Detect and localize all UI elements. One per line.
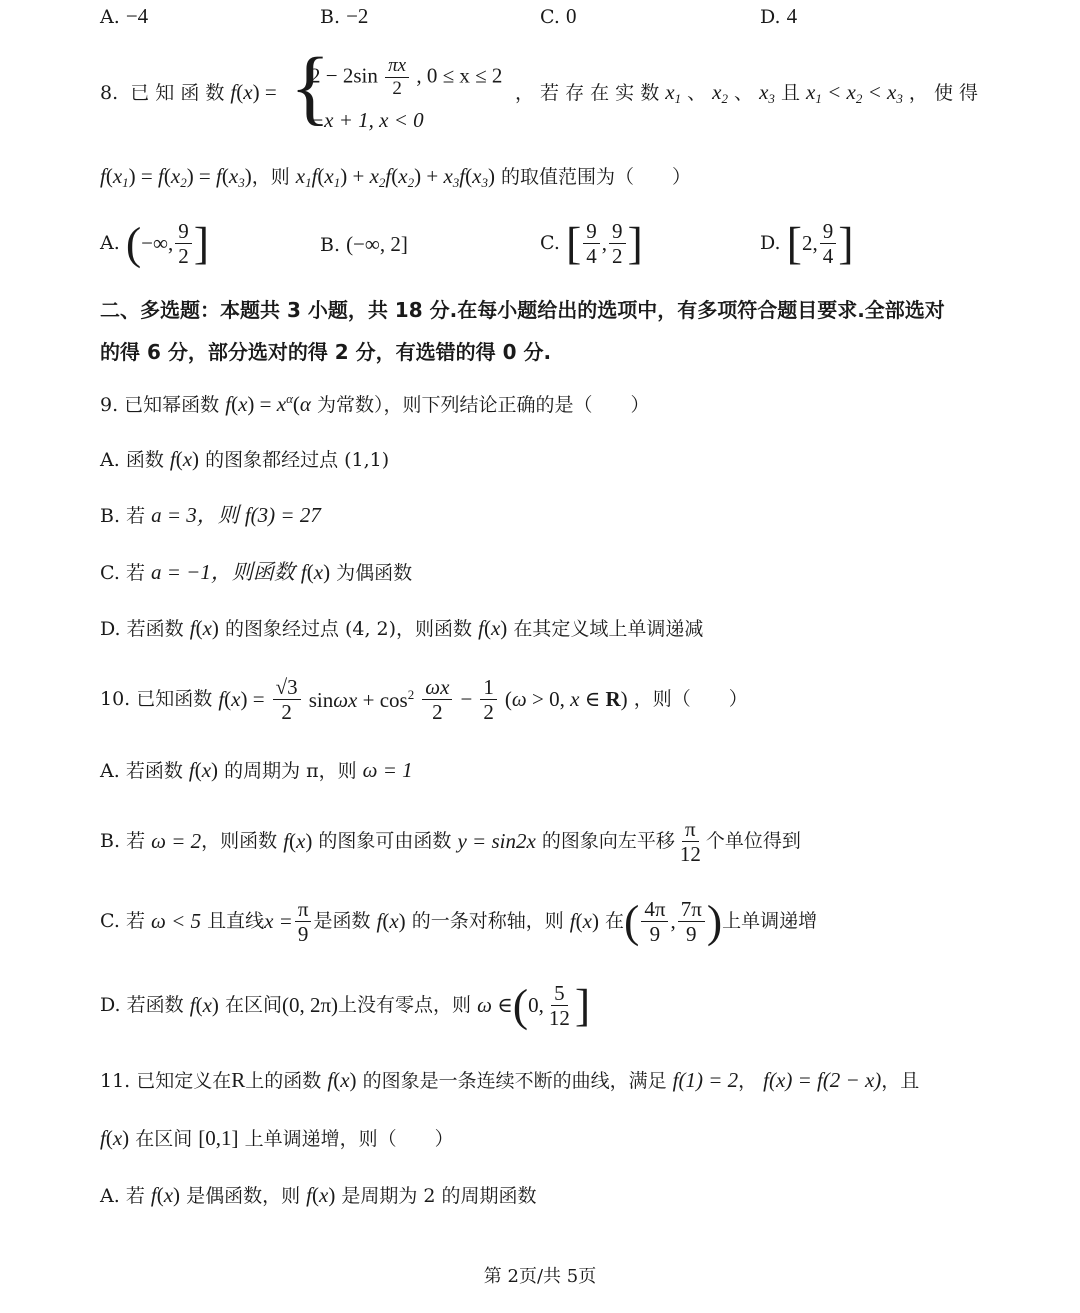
q8-option-d: D. [2, $\frac{9}{4}$ ] — [760, 217, 854, 269]
q10-option-d: D. 若函数 f(x) 在区间(0, 2π)上没有零点，则 ω ∈(0, $\frac{5}{12}$ ] — [100, 979, 591, 1031]
q10-option-c: C. 若 ω < 5 且直线x = $\frac{\pi}{9}$ 是函数 f(x) 的一条对称轴，则 f(x) 在( $\frac{4\pi}{9}$ , $\frac{7\pi}{9}$ )上单调递增 — [100, 895, 818, 947]
q8-option-c: C. [ $\frac{9}{4}$ , $\frac{9}{2}$ ] — [540, 217, 643, 269]
q7-option-d: D. 4 — [760, 4, 798, 28]
q8-stem-tail: ， 若 存 在 实 数 $x_1$ 、 $x_2$ 、 $x_3$ 且 $x_1 < x_2 < x_3$ ， 使 得 — [515, 80, 978, 106]
q10-option-a: A. 若函数 f(x) 的周期为 π，则 ω = 1 — [100, 758, 413, 782]
section-2-heading-line-1: 二、多选题：本题共 3 小题，共 18 分.在每小题给出的选项中，有多项符合题目要求.全部选对 — [100, 298, 945, 322]
q10-stem: 10. 已知函数 f(x) = $\frac{√3}{2}$ $\sin\omega x + \cos^2$ $\frac{\omega x}{2}$ − $\frac{1}{2}$ (ω > 0, x ∈ R) ，则（ ） — [100, 675, 748, 725]
q10-option-b: B. 若 ω = 2，则函数 f(x) 的图象可由函数 y = sin2x 的图象向左平移 $\frac{\pi}{12}$ 个单位得到 — [100, 817, 801, 867]
section-2-heading-line-2: 的得 6 分，部分选对的得 2 分，有选错的得 0 分. — [100, 340, 552, 364]
q9-option-c: C. 若 a = −1，则函数 f(x) 为偶函数 — [100, 560, 413, 584]
q9-stem: 9. 已知幂函数 $f(x) = x^\alpha(\alpha$ 为常数），则下列结论正确的是（ ） — [100, 391, 650, 416]
q9-option-b: B. 若 a = 3，则 f(3) = 27 — [100, 503, 321, 527]
q8-piecewise-brace: { — [290, 41, 331, 134]
q8-option-b: B. (−∞, 2] — [320, 232, 408, 256]
q7-option-b: B. −2 — [320, 4, 369, 28]
q8-line-2: $f(x_1) = f(x_2) = f(x_3)$，则 $x_1f(x_1) + x_2f(x_2) + x_3f(x_3)$ 的取值范围为（ ） — [100, 164, 691, 190]
q11-stem-line-1: 11. 已知定义在R上的函数 f(x) 的图象是一条连续不断的曲线，满足 f(1) = 2， f(x) = f(2 − x)，且 — [100, 1068, 920, 1092]
page-footer: 第 2页/共 5页 — [483, 1266, 597, 1287]
q8-stem: 8. 已 知 函 数 f(x) = — [100, 80, 277, 104]
q8-option-a: A. (−∞, $\frac{9}{2}$ ] — [100, 217, 210, 269]
q7-option-a: A. −4 — [100, 4, 149, 28]
q9-option-d: D. 若函数 f(x) 的图象经过点 (4, 2)，则函数 f(x) 在其定义域上单调递减 — [100, 616, 704, 640]
q8-piece-2: −x + 1, x < 0 — [310, 108, 424, 132]
q9-option-a: A. 函数 f(x) 的图象都经过点 (1,1) — [100, 447, 390, 471]
q11-option-a: A. 若 f(x) 是偶函数，则 f(x) 是周期为 2 的周期函数 — [100, 1183, 537, 1207]
q11-stem-line-2: f(x) 在区间 [0,1] 上单调递增，则（ ） — [100, 1126, 454, 1150]
q7-option-c: C. 0 — [540, 4, 577, 28]
q8-piece-1: 2 − 2sin $\frac{\pi x}{2}$ , 0 ≤ x ≤ 2 — [310, 55, 503, 99]
